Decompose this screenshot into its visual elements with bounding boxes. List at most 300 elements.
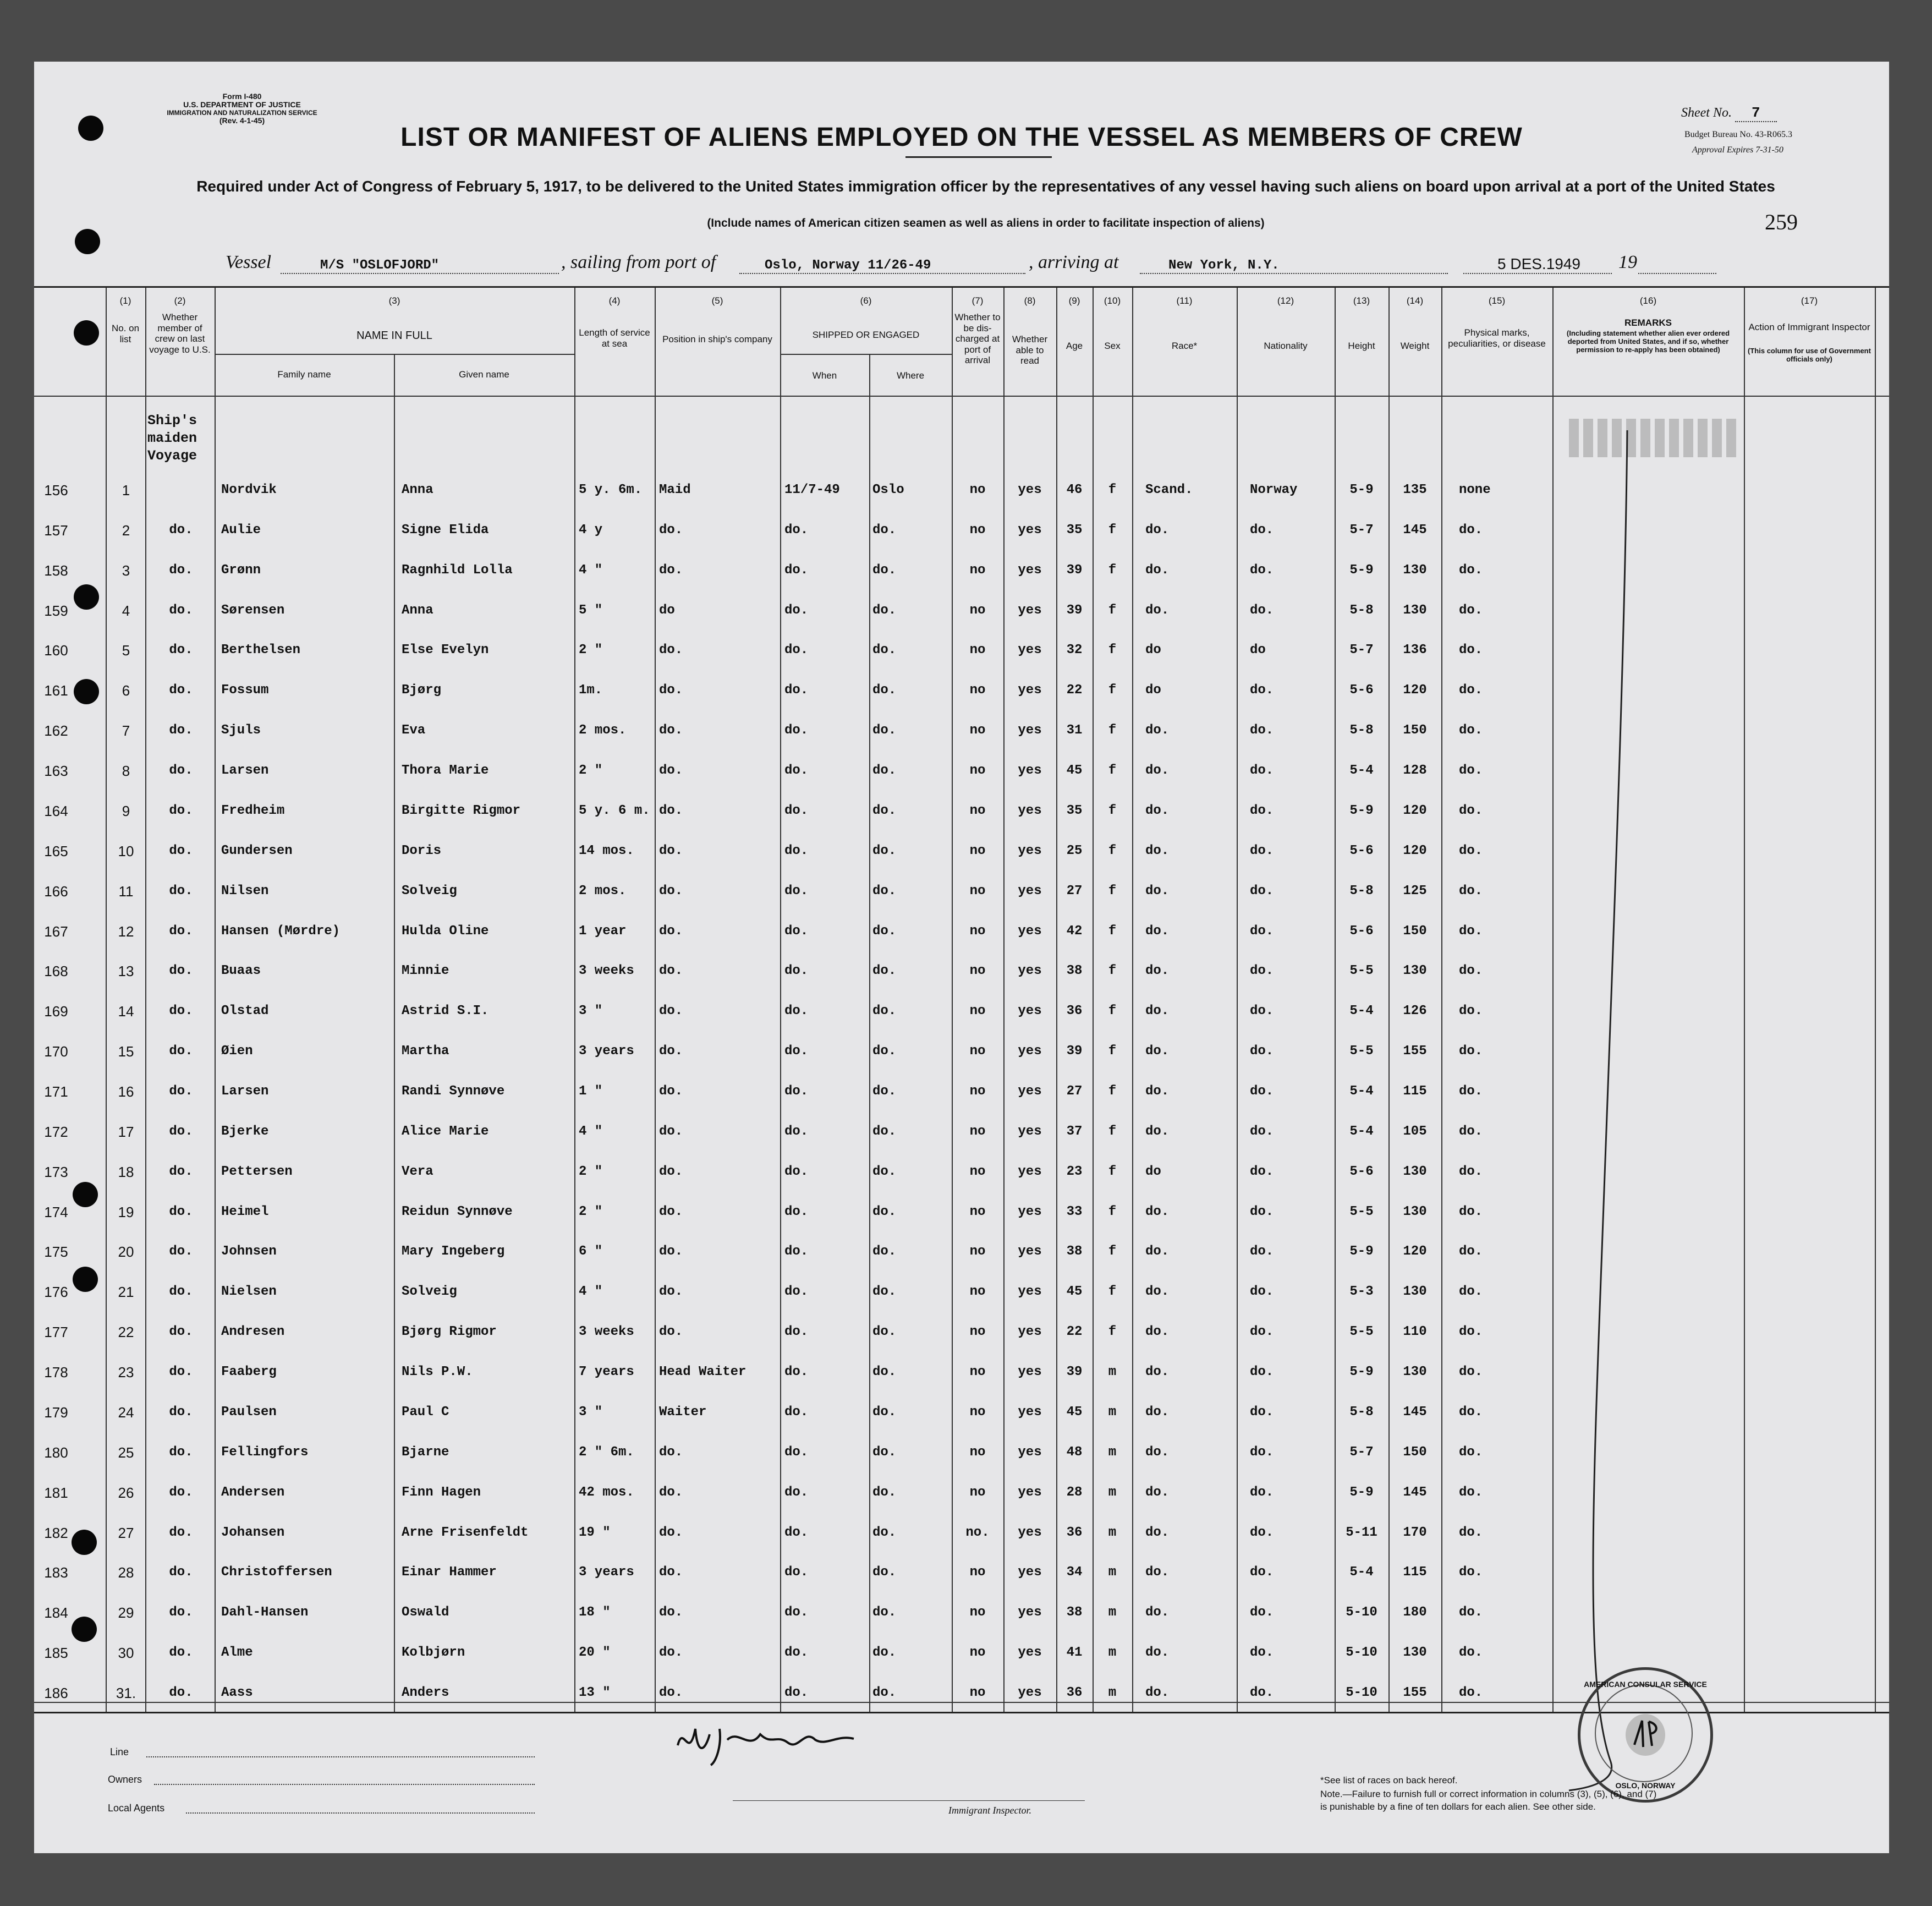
line-number: 180 <box>44 1444 68 1461</box>
footer-agents-rule <box>186 1812 535 1814</box>
line-number: 171 <box>44 1083 68 1100</box>
cell-height: 5-3 <box>1349 1284 1374 1299</box>
cell-marks: do. <box>1459 1685 1483 1700</box>
cell-where: do. <box>872 563 897 578</box>
cell-service: 14 mos. <box>579 844 634 858</box>
cell-sex: m <box>1108 1485 1117 1500</box>
cell-sex: f <box>1108 803 1117 818</box>
sailing-label: , sailing from port of <box>561 252 716 272</box>
cell-family: Nordvik <box>221 483 277 497</box>
cell-nationality: do. <box>1250 1284 1274 1299</box>
cell-sex: f <box>1108 1124 1117 1139</box>
cell-age: 36 <box>1066 1004 1083 1018</box>
cell-sex: m <box>1108 1445 1117 1460</box>
cell-service: 3 weeks <box>579 963 634 978</box>
cell-position: do. <box>659 1124 683 1139</box>
cell-when: do. <box>784 1324 809 1339</box>
cell-discharged: no <box>969 643 986 658</box>
col-header-height: Height <box>1348 341 1375 351</box>
col-header-remarks: REMARKS <box>1624 317 1672 328</box>
cell-nationality: do. <box>1250 1485 1274 1500</box>
cell-age: 39 <box>1066 603 1083 618</box>
line-number: 178 <box>44 1364 68 1381</box>
col-rule <box>145 288 146 1712</box>
cell-discharged: no <box>969 1485 986 1500</box>
cell-nationality: do. <box>1250 963 1274 978</box>
cell-given: Randi Synnøve <box>402 1084 505 1099</box>
cell-service: 2 mos. <box>579 884 627 899</box>
arrival-date-stamp: 5 DES.1949 <box>1497 255 1580 272</box>
cell-when: 11/7-49 <box>784 483 840 497</box>
cell-service: 4 y <box>579 523 603 538</box>
col-num-17: (17) <box>1801 295 1818 306</box>
cell-prev: do. <box>169 1405 193 1420</box>
cell-service: 3 years <box>579 1565 634 1580</box>
cell-family: Berthelsen <box>221 643 301 658</box>
cell-height: 5-6 <box>1349 1164 1374 1179</box>
vessel-label: Vessel <box>226 252 272 272</box>
cell-height: 5-6 <box>1349 683 1374 698</box>
cell-position: do. <box>659 1605 683 1620</box>
cell-marks: do. <box>1459 803 1483 818</box>
cell-family: Aulie <box>221 523 261 538</box>
cell-sex: f <box>1108 603 1117 618</box>
cell-discharged: no <box>969 1645 986 1660</box>
cell-read: yes <box>1018 563 1042 578</box>
col-rule <box>869 354 870 1712</box>
cell-given: Doris <box>402 844 442 858</box>
cell-weight: 180 <box>1403 1605 1427 1620</box>
cell-prev: do. <box>169 1685 193 1700</box>
cell-position: do. <box>659 924 683 939</box>
cell-age: 32 <box>1066 643 1083 658</box>
cell-nationality: do. <box>1250 683 1274 698</box>
cell-position: do. <box>659 683 683 698</box>
cell-race: do. <box>1145 523 1170 538</box>
cell-age: 45 <box>1066 1405 1083 1420</box>
cell-nationality: do. <box>1250 1084 1274 1099</box>
cell-read: yes <box>1018 1605 1042 1620</box>
cell-position: do. <box>659 1084 683 1099</box>
cell-service: 1 " <box>579 1084 603 1099</box>
manifest-sheet <box>34 62 1889 1853</box>
cell-position: do. <box>659 1485 683 1500</box>
cell-when: do. <box>784 643 809 658</box>
cell-race: do. <box>1145 1445 1170 1460</box>
cell-age: 33 <box>1066 1204 1083 1219</box>
cell-position: do. <box>659 763 683 778</box>
col-header-marks: Physical marks, peculiarities, or disease <box>1448 327 1546 349</box>
form-identity <box>138 92 347 125</box>
arriving-underline <box>1140 273 1448 274</box>
cell-weight: 135 <box>1403 483 1427 497</box>
cell-position: do <box>659 603 675 618</box>
cell-given: Anders <box>402 1685 449 1700</box>
cell-sex: f <box>1108 924 1117 939</box>
cell-discharged: no <box>969 723 986 738</box>
cell-age: 27 <box>1066 1084 1083 1099</box>
cell-height: 5-8 <box>1349 723 1374 738</box>
list-number: 18 <box>118 1164 134 1180</box>
cell-position: do. <box>659 844 683 858</box>
cell-read: yes <box>1018 1204 1042 1219</box>
col-num-16: (16) <box>1639 295 1657 306</box>
cell-where: do. <box>872 1004 897 1018</box>
cell-given: Einar Hammer <box>402 1565 497 1580</box>
cell-given: Solveig <box>402 1284 457 1299</box>
page-subtitle: Required under Act of Congress of February 5, 1917, to be delivered to the United States immigration officer by the representatives of any vessel having such aliens on board upon arrival at a port of the United States <box>196 178 1775 195</box>
col-header-service: Length of service at sea <box>579 327 650 349</box>
stamp-bottom-text: OSLO, NORWAY <box>1615 1781 1676 1790</box>
cell-nationality: do. <box>1250 1525 1274 1540</box>
footer-note-races: *See list of races on back hereof. <box>1320 1775 1458 1785</box>
cell-weight: 130 <box>1403 1164 1427 1179</box>
cell-family: Sjuls <box>221 723 261 738</box>
cell-age: 23 <box>1066 1164 1083 1179</box>
col-num-3: (3) <box>388 295 400 306</box>
title-underline <box>905 156 1052 158</box>
cell-weight: 115 <box>1403 1565 1427 1580</box>
cell-age: 28 <box>1066 1485 1083 1500</box>
cell-prev: do. <box>169 763 193 778</box>
cell-race: do. <box>1145 803 1170 818</box>
cell-prev <box>147 481 215 500</box>
cell-weight: 120 <box>1403 803 1427 818</box>
cell-discharged: no <box>969 603 986 618</box>
cell-weight: 130 <box>1403 563 1427 578</box>
cell-when: do. <box>784 1164 809 1179</box>
col-num-2: (2) <box>174 295 186 306</box>
line-number: 159 <box>44 603 68 619</box>
cell-prev: do. <box>169 924 193 939</box>
cell-given: Bjørg Rigmor <box>402 1324 497 1339</box>
cell-read: yes <box>1018 924 1042 939</box>
line-number: 179 <box>44 1404 68 1421</box>
vessel-name: M/S "OSLOFJORD" <box>320 258 440 273</box>
cell-given: Astrid S.I. <box>402 1004 489 1018</box>
page-subnote: (Include names of American citizen seamen as well as aliens in order to facilitate inspection of aliens) <box>707 217 1265 229</box>
cell-position: do. <box>659 1645 683 1660</box>
cell-position: do. <box>659 1164 683 1179</box>
cell-height: 5-7 <box>1349 1445 1374 1460</box>
arriving-at: New York, N.Y. <box>1168 258 1280 273</box>
cell-service: 2 " <box>579 1204 603 1219</box>
cell-race: do. <box>1145 1565 1170 1580</box>
cell-when: do. <box>784 884 809 899</box>
cell-read: yes <box>1018 1244 1042 1259</box>
cell-service: 4 " <box>579 1124 603 1139</box>
cell-where: do. <box>872 1365 897 1379</box>
cell-nationality: do. <box>1250 1685 1274 1700</box>
cell-prev: do. <box>169 1525 193 1540</box>
cell-read: yes <box>1018 1525 1042 1540</box>
cell-given: Arne Frisenfeldt <box>402 1525 529 1540</box>
cell-nationality: do. <box>1250 1124 1274 1139</box>
line-number: 160 <box>44 642 68 659</box>
cell-when: do. <box>784 1004 809 1018</box>
cell-given: Nils P.W. <box>402 1365 473 1379</box>
cell-when: do. <box>784 924 809 939</box>
cell-family: Fellingfors <box>221 1445 309 1460</box>
cell-height: 5-8 <box>1349 884 1374 899</box>
cell-prev: do. <box>169 683 193 698</box>
cell-service: 18 " <box>579 1605 611 1620</box>
cell-given: Mary Ingeberg <box>402 1244 505 1259</box>
line-number: 182 <box>44 1525 68 1541</box>
cell-race: do. <box>1145 1605 1170 1620</box>
col-rule <box>574 288 575 1712</box>
vessel-underline <box>281 273 559 274</box>
cell-race: do. <box>1145 1645 1170 1660</box>
cell-nationality: do. <box>1250 1565 1274 1580</box>
cell-prev: do. <box>169 803 193 818</box>
cell-weight: 125 <box>1403 884 1427 899</box>
cell-race: do. <box>1145 1485 1170 1500</box>
cell-family: Heimel <box>221 1204 269 1219</box>
col-header-when: When <box>812 370 837 381</box>
cell-nationality: do. <box>1250 1645 1274 1660</box>
inspector-signature <box>667 1712 876 1773</box>
cell-marks: do. <box>1459 1365 1483 1379</box>
footer-line-rule <box>146 1756 535 1757</box>
cell-given: Solveig <box>402 884 457 899</box>
cell-discharged: no <box>969 563 986 578</box>
cell-marks: do. <box>1459 643 1483 658</box>
cell-sex: f <box>1108 643 1117 658</box>
cell-family: Johnsen <box>221 1244 277 1259</box>
cell-weight: 130 <box>1403 603 1427 618</box>
cell-age: 48 <box>1066 1445 1083 1460</box>
handwritten-stamp-number: 259 <box>1765 210 1798 234</box>
maiden-voyage-note: Ship's maiden Voyage <box>147 413 197 464</box>
col-header-position: Position in ship's company <box>662 334 772 344</box>
col-header-no: No. on list <box>111 323 140 344</box>
cell-discharged: no <box>969 1565 986 1580</box>
cell-given: Alice Marie <box>402 1124 489 1139</box>
cell-read: yes <box>1018 723 1042 738</box>
cell-when: do. <box>784 563 809 578</box>
cell-marks: do. <box>1459 1124 1483 1139</box>
cell-nationality: do. <box>1250 844 1274 858</box>
cell-race: do. <box>1145 1004 1170 1018</box>
cell-family: Bjerke <box>221 1124 269 1139</box>
cell-race: do. <box>1145 924 1170 939</box>
line-number: 165 <box>44 843 68 859</box>
cell-marks: do. <box>1459 963 1483 978</box>
form-revision: (Rev. 4-1-45) <box>219 116 265 125</box>
col-header-family: Family name <box>277 369 331 380</box>
col-header-action-note: (This column for use of Government officials only) <box>1748 347 1871 363</box>
cell-weight: 120 <box>1403 1244 1427 1259</box>
cell-height: 5-4 <box>1349 1084 1374 1099</box>
cell-when: do. <box>784 1124 809 1139</box>
cell-race: do. <box>1145 1204 1170 1219</box>
cell-race: do. <box>1145 603 1170 618</box>
cell-nationality: do. <box>1250 1044 1274 1059</box>
cell-height: 5-9 <box>1349 1485 1374 1500</box>
cell-where: do. <box>872 1204 897 1219</box>
col-num-9: (9) <box>1068 295 1080 306</box>
cell-read: yes <box>1018 603 1042 618</box>
cell-nationality: do. <box>1250 1324 1274 1339</box>
cell-weight: 145 <box>1403 1485 1427 1500</box>
cell-when: do. <box>784 1685 809 1700</box>
cell-where: Oslo <box>872 483 904 497</box>
cell-when: do. <box>784 1605 809 1620</box>
cell-given: Ragnhild Lolla <box>402 563 513 578</box>
cell-where: do. <box>872 1565 897 1580</box>
cell-marks: do. <box>1459 1244 1483 1259</box>
footer-line-label: Line <box>110 1746 129 1757</box>
cell-sex: f <box>1108 483 1117 497</box>
cell-read: yes <box>1018 1124 1042 1139</box>
cell-discharged: no <box>969 483 986 497</box>
cell-weight: 105 <box>1403 1124 1427 1139</box>
cell-prev: do. <box>169 1164 193 1179</box>
cell-sex: m <box>1108 1565 1117 1580</box>
cell-height: 5-9 <box>1349 483 1374 497</box>
cell-race: do. <box>1145 1284 1170 1299</box>
cell-position: do. <box>659 1284 683 1299</box>
cell-discharged: no <box>969 1284 986 1299</box>
list-number: 12 <box>118 923 134 940</box>
cell-prev: do. <box>169 1124 193 1139</box>
cell-marks: do. <box>1459 563 1483 578</box>
cell-height: 5-4 <box>1349 1124 1374 1139</box>
cell-where: do. <box>872 1405 897 1420</box>
cell-position: do. <box>659 523 683 538</box>
line-number: 173 <box>44 1164 68 1180</box>
cell-read: yes <box>1018 1284 1042 1299</box>
cell-age: 27 <box>1066 884 1083 899</box>
sheet-number: 7 <box>1735 105 1777 122</box>
cell-where: do. <box>872 683 897 698</box>
cell-given: Paul C <box>402 1405 449 1420</box>
col-rule <box>1744 288 1745 1712</box>
cell-read: yes <box>1018 1164 1042 1179</box>
cell-family: Buaas <box>221 963 261 978</box>
cell-family: Grønn <box>221 563 261 578</box>
cell-where: do. <box>872 1605 897 1620</box>
cell-discharged: no <box>969 963 986 978</box>
cell-discharged: no <box>969 924 986 939</box>
list-number: 17 <box>118 1124 134 1140</box>
cell-prev: do. <box>169 1605 193 1620</box>
cell-weight: 110 <box>1403 1324 1427 1339</box>
cell-height: 5-5 <box>1349 1044 1374 1059</box>
cell-when: do. <box>784 1084 809 1099</box>
list-number: 21 <box>118 1284 134 1300</box>
cell-prev: do. <box>169 1365 193 1379</box>
cell-height: 5-10 <box>1346 1645 1377 1660</box>
cell-race: do. <box>1145 1324 1170 1339</box>
cell-nationality: do. <box>1250 1164 1274 1179</box>
list-number: 27 <box>118 1525 134 1541</box>
cell-age: 46 <box>1066 483 1083 497</box>
col-header-shipped: SHIPPED OR ENGAGED <box>812 330 920 340</box>
cell-marks: do. <box>1459 1324 1483 1339</box>
cell-marks: do. <box>1459 1445 1483 1460</box>
list-number: 19 <box>118 1204 134 1220</box>
cell-marks: do. <box>1459 683 1483 698</box>
cell-service: 5 y. 6m. <box>579 483 643 497</box>
cell-marks: do. <box>1459 763 1483 778</box>
cell-service: 19 " <box>579 1525 611 1540</box>
cell-height: 5-4 <box>1349 763 1374 778</box>
cell-where: do. <box>872 1164 897 1179</box>
cell-when: do. <box>784 844 809 858</box>
cell-when: do. <box>784 1445 809 1460</box>
col-num-10: (10) <box>1104 295 1121 306</box>
cell-nationality: do. <box>1250 1445 1274 1460</box>
cell-given: Anna <box>402 603 433 618</box>
cell-position: do. <box>659 1044 683 1059</box>
cell-nationality: do. <box>1250 924 1274 939</box>
cell-service: 3 weeks <box>579 1324 634 1339</box>
cell-family: Paulsen <box>221 1405 277 1420</box>
cell-height: 5-5 <box>1349 1204 1374 1219</box>
cell-marks: do. <box>1459 1284 1483 1299</box>
cell-age: 35 <box>1066 803 1083 818</box>
cell-read: yes <box>1018 1084 1042 1099</box>
shipped-subheader-rule <box>780 354 952 355</box>
cell-height: 5-9 <box>1349 1365 1374 1379</box>
list-number: 20 <box>118 1244 134 1260</box>
cell-height: 5-8 <box>1349 1405 1374 1420</box>
line-number: 164 <box>44 803 68 819</box>
cell-weight: 136 <box>1403 643 1427 658</box>
cell-weight: 120 <box>1403 844 1427 858</box>
cell-service: 2 " 6m. <box>579 1445 634 1460</box>
col-num-14: (14) <box>1406 295 1424 306</box>
cell-given: Minnie <box>402 963 449 978</box>
line-number: 158 <box>44 562 68 579</box>
cell-age: 36 <box>1066 1685 1083 1700</box>
cell-when: do. <box>784 1365 809 1379</box>
cell-prev: do. <box>169 1204 193 1219</box>
cell-prev: do. <box>169 844 193 858</box>
cell-sex: f <box>1108 1204 1117 1219</box>
cell-height: 5-7 <box>1349 643 1374 658</box>
cell-read: yes <box>1018 523 1042 538</box>
list-number: 30 <box>118 1645 134 1661</box>
cell-read: yes <box>1018 1645 1042 1660</box>
cell-position: Waiter <box>659 1405 707 1420</box>
cell-position: Head Waiter <box>659 1365 747 1379</box>
cell-where: do. <box>872 603 897 618</box>
cell-marks: do. <box>1459 1645 1483 1660</box>
cell-family: Fossum <box>221 683 269 698</box>
cell-weight: 155 <box>1403 1685 1427 1700</box>
cell-nationality: do. <box>1250 763 1274 778</box>
col-rule <box>394 354 395 1712</box>
sailing-underline <box>739 273 1025 274</box>
cell-weight: 120 <box>1403 683 1427 698</box>
cell-read: yes <box>1018 1405 1042 1420</box>
cell-where: do. <box>872 1525 897 1540</box>
line-number: 181 <box>44 1485 68 1501</box>
list-number: 26 <box>118 1485 134 1501</box>
cell-position: do. <box>659 1004 683 1018</box>
cell-discharged: no <box>969 1084 986 1099</box>
list-number: 22 <box>118 1324 134 1340</box>
cell-nationality: do. <box>1250 803 1274 818</box>
col-rule <box>1552 288 1554 1712</box>
col-num-12: (12) <box>1277 295 1294 306</box>
cell-height: 5-5 <box>1349 1324 1374 1339</box>
sailing-from: Oslo, Norway 11/26-49 <box>765 258 931 273</box>
col-num-5: (5) <box>711 295 723 306</box>
